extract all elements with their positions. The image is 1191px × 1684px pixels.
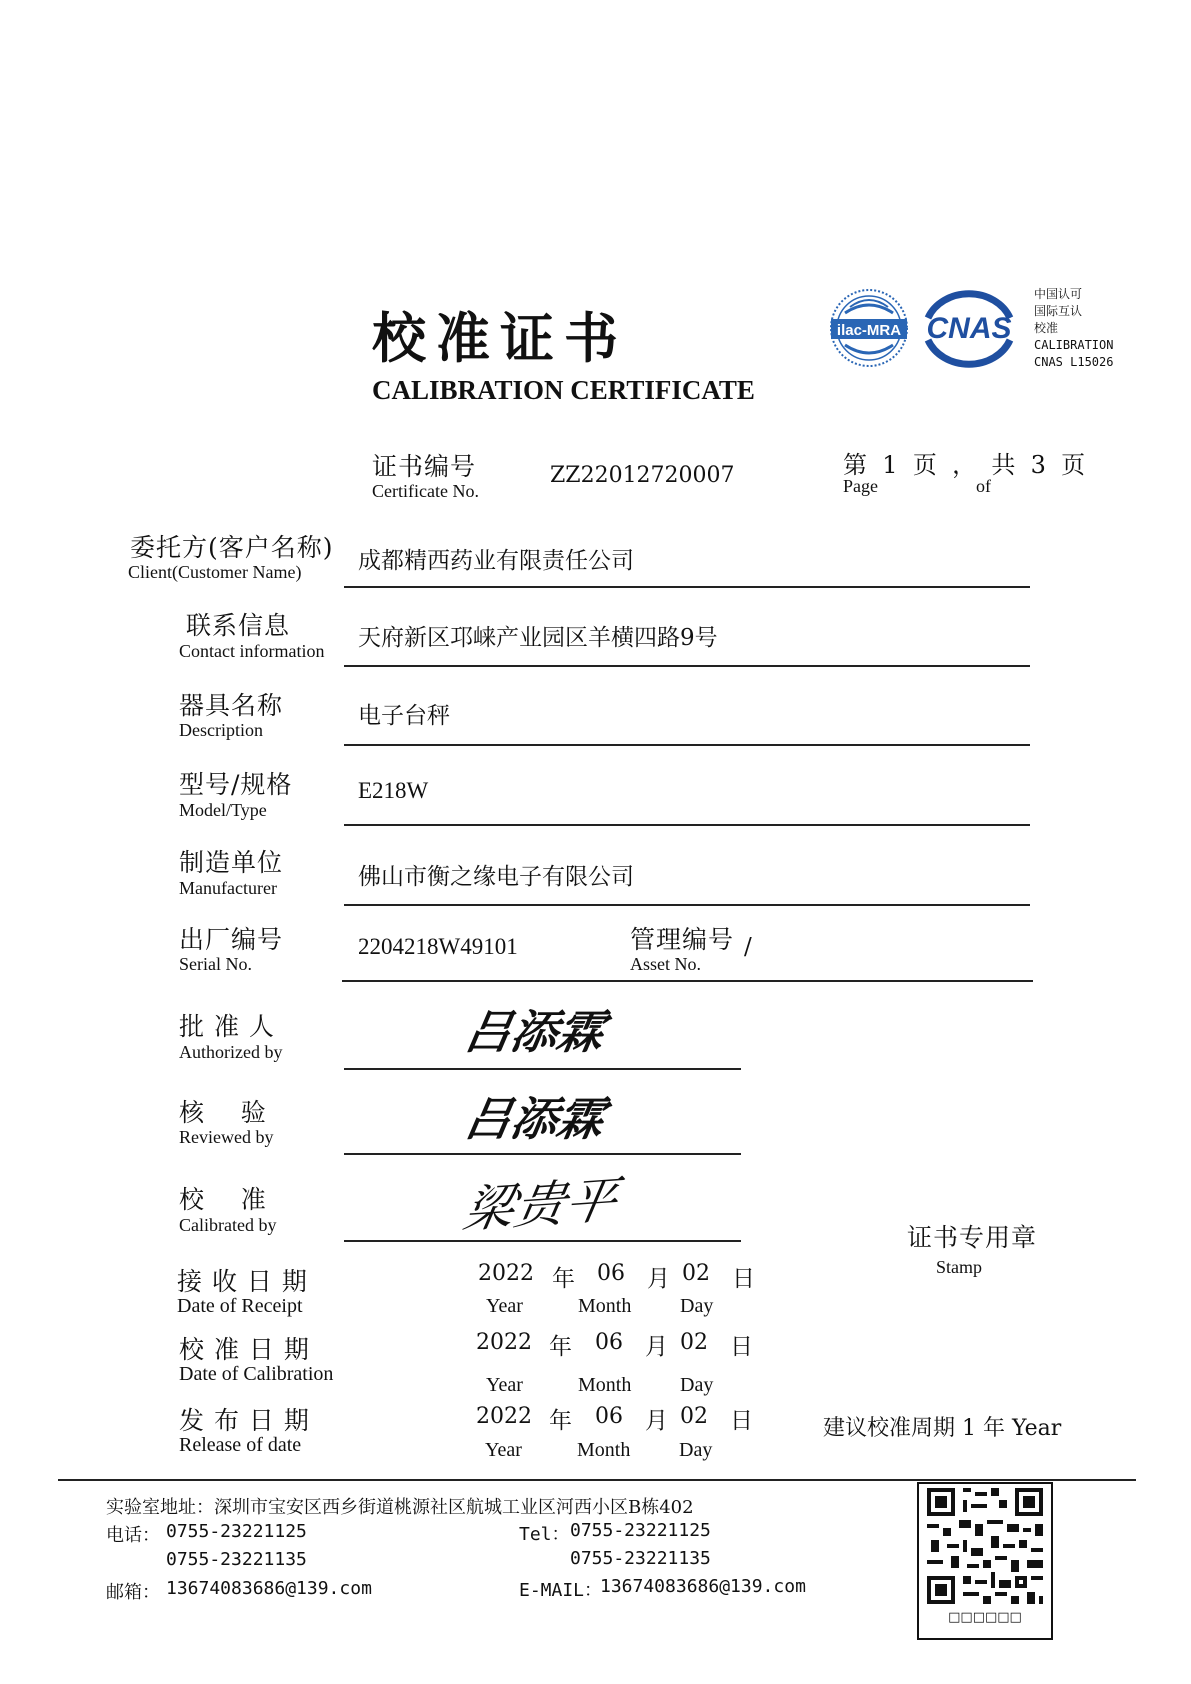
receipt-day-en: Day	[680, 1295, 714, 1317]
receipt-month: 06	[597, 1261, 625, 1286]
client-value: 成都精西药业有限责任公司	[358, 548, 634, 574]
phone-1: 0755-23221125	[166, 1521, 307, 1542]
calibrated-underline	[344, 1240, 741, 1242]
asset-label-en: Asset No.	[630, 954, 701, 974]
footer-divider	[58, 1479, 1136, 1481]
receipt-month-unit: 月	[647, 1266, 670, 1292]
phone-label: 电话：	[106, 1525, 160, 1546]
client-underline	[344, 586, 1030, 588]
lab-address: 实验室地址：深圳市宝安区西乡街道桃源社区航城工业区河西小区B栋402	[106, 1497, 694, 1518]
description-label-zh: 器具名称	[179, 691, 284, 720]
tel-1-en: 0755-23221125	[570, 1520, 711, 1541]
manufacturer-label-en: Manufacturer	[179, 878, 277, 898]
calibration-day: 02	[680, 1330, 708, 1355]
receipt-year-unit: 年	[552, 1266, 575, 1292]
asset-value: /	[744, 934, 752, 960]
release-day-en: Day	[679, 1439, 713, 1461]
contact-underline	[344, 665, 1030, 667]
description-value: 电子台秤	[358, 703, 450, 729]
calibration-year-unit: 年	[549, 1334, 572, 1360]
receipt-label-zh: 接 收 日 期	[177, 1267, 308, 1296]
serial-value: 2204218W49101	[358, 934, 518, 959]
release-day-unit: 日	[730, 1408, 753, 1434]
calibration-month-unit: 月	[645, 1334, 668, 1360]
title-en: CALIBRATION CERTIFICATE	[372, 375, 755, 405]
calibration-year-en: Year	[486, 1374, 523, 1396]
description-label-en: Description	[179, 720, 263, 740]
receipt-day-unit: 日	[732, 1266, 755, 1292]
of-en: of	[976, 476, 991, 496]
ilac-mra-logo	[828, 283, 910, 373]
receipt-label-en: Date of Receipt	[177, 1295, 303, 1317]
release-year: 2022	[476, 1404, 532, 1429]
tel-2-en: 0755-23221135	[570, 1548, 711, 1569]
tel-label-en: Tel：	[519, 1524, 570, 1545]
reviewed-underline	[344, 1153, 741, 1155]
calibration-month: 06	[595, 1330, 623, 1355]
release-day: 02	[680, 1404, 708, 1429]
stamp-label-zh: 证书专用章	[907, 1223, 1038, 1252]
manufacturer-underline	[344, 904, 1030, 906]
certificate-label-zh: 证书编号	[372, 452, 477, 481]
receipt-year: 2022	[478, 1261, 534, 1286]
title-zh: 校准证书	[372, 306, 628, 370]
asset-label-zh: 管理编号	[630, 925, 735, 954]
certificate-number: ZZ22012720007	[550, 463, 735, 488]
client-label-zh: 委托方(客户名称)	[130, 533, 334, 562]
release-month-unit: 月	[645, 1408, 668, 1434]
email-value-en: 13674083686@139.com	[600, 1576, 806, 1597]
authorized-underline	[344, 1068, 741, 1070]
qr-code-icon	[919, 1484, 1051, 1608]
authorized-label-en: Authorized by	[179, 1042, 283, 1062]
release-month: 06	[595, 1404, 623, 1429]
qr-code-box[interactable]	[917, 1482, 1053, 1640]
model-label-en: Model/Type	[179, 800, 267, 820]
email-label-en: E-MAIL：	[519, 1580, 603, 1601]
calibration-date-label-zh: 校 准 日 期	[179, 1335, 310, 1364]
release-month-en: Month	[577, 1439, 631, 1461]
model-value: E218W	[358, 778, 429, 803]
contact-value: 天府新区邛崃产业园区羊横四路9号	[358, 625, 718, 651]
serial-underline	[342, 980, 1033, 982]
authorized-label-zh: 批 准 人	[179, 1012, 275, 1041]
serial-label-zh: 出厂编号	[179, 925, 284, 954]
release-label-en: Release of date	[179, 1434, 302, 1456]
phone-2: 0755-23221135	[166, 1549, 307, 1570]
release-year-en: Year	[485, 1439, 522, 1461]
reviewed-label-en: Reviewed by	[179, 1127, 274, 1147]
calibrated-label-en: Calibrated by	[179, 1215, 277, 1235]
contact-label-zh: 联系信息	[186, 611, 291, 640]
qr-caption: □□□□□□	[948, 1610, 1022, 1625]
page-indicator: 第 1 页 ， 共 3 页	[843, 451, 1086, 479]
release-year-unit: 年	[549, 1408, 572, 1434]
stamp-label-en: Stamp	[936, 1257, 983, 1277]
manufacturer-value: 佛山市衡之缘电子有限公司	[358, 864, 634, 890]
calibration-interval: 建议校准周期 1 年 Year	[823, 1416, 1062, 1441]
calibration-day-en: Day	[680, 1374, 714, 1396]
receipt-year-en: Year	[486, 1295, 523, 1317]
authorized-signature: 吕添霖	[460, 1005, 609, 1059]
receipt-day: 02	[682, 1261, 710, 1286]
model-underline	[344, 824, 1030, 826]
calibration-month-en: Month	[578, 1374, 632, 1396]
client-label-en: Client(Customer Name)	[128, 562, 302, 582]
contact-label-en: Contact information	[179, 641, 325, 661]
release-label-zh: 发 布 日 期	[179, 1406, 310, 1435]
calibrated-label-zh: 校 准	[179, 1185, 267, 1214]
description-underline	[344, 744, 1030, 746]
accreditation-text: 中国认可 国际互认 校准 CALIBRATION CNAS L15026	[1034, 287, 1114, 369]
email-label: 邮箱：	[106, 1582, 160, 1603]
calibration-year: 2022	[476, 1330, 532, 1355]
receipt-month-en: Month	[578, 1295, 632, 1317]
serial-label-en: Serial No.	[179, 954, 252, 974]
calibrated-signature: 梁贵平	[458, 1170, 622, 1240]
certificate-label-en: Certificate No.	[372, 481, 479, 501]
calibration-date-label-en: Date of Calibration	[179, 1363, 334, 1385]
svg-text:CNAS: CNAS	[926, 312, 1012, 345]
manufacturer-label-zh: 制造单位	[179, 848, 284, 877]
page-en: Page	[843, 476, 878, 496]
email-value: 13674083686@139.com	[166, 1578, 372, 1599]
cnas-logo	[920, 288, 1018, 368]
reviewed-label-zh: 核 验	[179, 1098, 267, 1127]
svg-text:ilac-MRA: ilac-MRA	[836, 322, 902, 339]
calibration-day-unit: 日	[730, 1334, 753, 1360]
model-label-zh: 型号/规格	[179, 770, 293, 799]
reviewed-signature: 吕添霖	[460, 1092, 609, 1146]
